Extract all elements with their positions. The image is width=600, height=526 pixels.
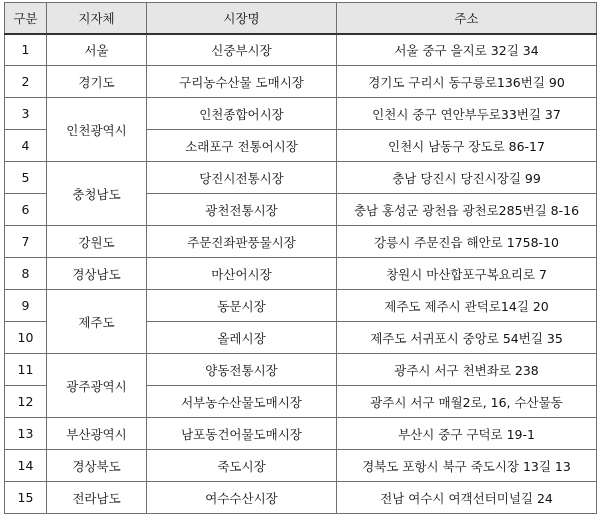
row-market: 인천종합어시장: [147, 98, 337, 130]
row-address: 광주시 서구 매월2로, 16, 수산물동: [337, 386, 597, 418]
table-row: [5, 34, 597, 66]
row-number: 8: [5, 258, 47, 290]
table-row: [5, 226, 597, 258]
row-number: 4: [5, 130, 47, 162]
row-number: 15: [5, 482, 47, 514]
row-region: 경기도: [47, 66, 147, 98]
row-region: 경상북도: [47, 450, 147, 482]
table-row: [5, 418, 597, 450]
table-row: [5, 290, 597, 322]
header-market: 시장명: [147, 3, 337, 34]
row-region: 부산광역시: [47, 418, 147, 450]
row-number: 10: [5, 322, 47, 354]
table-row: [5, 66, 597, 98]
table-row: [5, 258, 597, 290]
row-address: 제주도 제주시 관덕로14길 20: [337, 290, 597, 322]
row-market: 신중부시장: [147, 34, 337, 66]
row-market: 서부농수산물도매시장: [147, 386, 337, 418]
row-number: 7: [5, 226, 47, 258]
row-region: 경상남도: [47, 258, 147, 290]
table-row: [5, 98, 597, 130]
row-address: 경기도 구리시 동구릉로136번길 90: [337, 66, 597, 98]
table-row: [5, 354, 597, 386]
row-number: 12: [5, 386, 47, 418]
row-market: 남포동건어물도매시장: [147, 418, 337, 450]
row-address: 인천시 남동구 장도로 86-17: [337, 130, 597, 162]
row-region: 광주광역시: [47, 354, 147, 418]
table-row: [5, 162, 597, 194]
row-address: 광주시 서구 천변좌로 238: [337, 354, 597, 386]
row-address: 인천시 중구 연안부두로33번길 37: [337, 98, 597, 130]
row-market: 당진시전통시장: [147, 162, 337, 194]
market-table-container: [4, 2, 596, 514]
row-region: 강원도: [47, 226, 147, 258]
row-number: 3: [5, 98, 47, 130]
row-address: 전남 여수시 여객선터미널길 24: [337, 482, 597, 514]
row-number: 14: [5, 450, 47, 482]
row-market: 구리농수산물 도매시장: [147, 66, 337, 98]
table-row: [5, 450, 597, 482]
row-address: 경북도 포항시 북구 죽도시장 13길 13: [337, 450, 597, 482]
row-region: 전라남도: [47, 482, 147, 514]
header-number: 구분: [5, 3, 47, 34]
row-market: 광천전통시장: [147, 194, 337, 226]
header-region: 지자체: [47, 3, 147, 34]
row-number: 2: [5, 66, 47, 98]
row-market: 양동전통시장: [147, 354, 337, 386]
row-number: 11: [5, 354, 47, 386]
row-region: 서울: [47, 34, 147, 66]
row-market: 죽도시장: [147, 450, 337, 482]
row-address: 강릉시 주문진읍 해안로 1758-10: [337, 226, 597, 258]
market-table: [4, 2, 597, 514]
row-region: 제주도: [47, 290, 147, 354]
row-market: 주문진좌판풍물시장: [147, 226, 337, 258]
row-address: 제주도 서귀포시 중앙로 54번길 35: [337, 322, 597, 354]
row-address: 창원시 마산합포구복요리로 7: [337, 258, 597, 290]
row-market: 마산어시장: [147, 258, 337, 290]
row-number: 1: [5, 34, 47, 66]
row-market: 올레시장: [147, 322, 337, 354]
row-address: 충남 홍성군 광천읍 광천로285번길 8-16: [337, 194, 597, 226]
row-address: 서울 중구 을지로 32길 34: [337, 34, 597, 66]
row-number: 6: [5, 194, 47, 226]
row-number: 13: [5, 418, 47, 450]
row-market: 소래포구 전통어시장: [147, 130, 337, 162]
row-region: 인천광역시: [47, 98, 147, 162]
row-market: 여수수산시장: [147, 482, 337, 514]
row-region: 충청남도: [47, 162, 147, 226]
row-market: 동문시장: [147, 290, 337, 322]
row-number: 5: [5, 162, 47, 194]
header-address: 주소: [337, 3, 597, 34]
row-address: 충남 당진시 당진시장길 99: [337, 162, 597, 194]
header-row: [5, 3, 597, 34]
row-address: 부산시 중구 구덕로 19-1: [337, 418, 597, 450]
table-row: [5, 482, 597, 514]
row-number: 9: [5, 290, 47, 322]
